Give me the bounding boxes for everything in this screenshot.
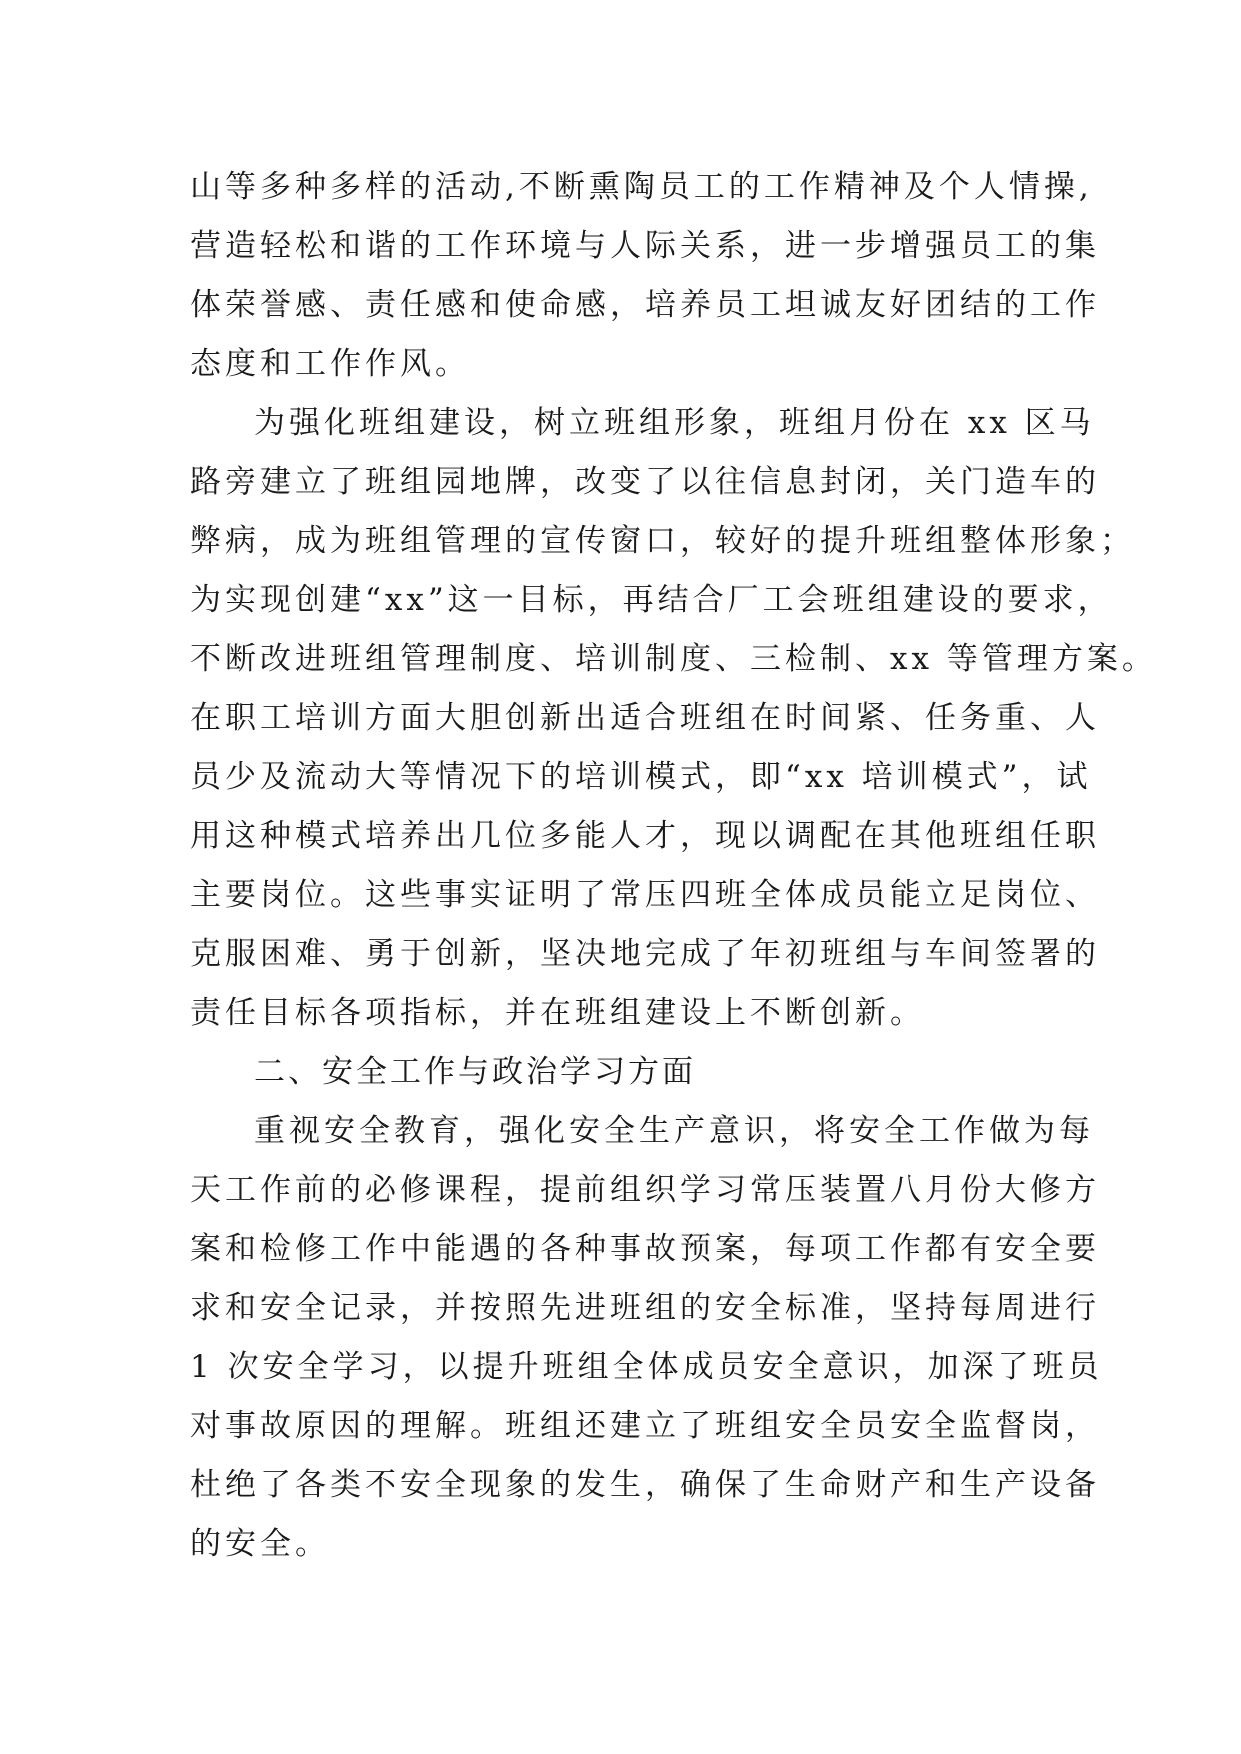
paragraph-line: 的安全。 [190, 1526, 330, 1562]
paragraph-line: 天工作前的必修课程，提前组织学习常压装置八月份大修方 [190, 1172, 1100, 1208]
paragraph-line: 1 次安全学习，以提升班组全体成员安全意识，加深了班员 [190, 1349, 1103, 1385]
paragraph-line: 为强化班组建设，树立班组形象，班组月份在 xx 区马 [254, 405, 1095, 441]
paragraph-line: 为实现创建“xx”这一目标，再结合厂工会班组建设的要求， [190, 582, 1113, 618]
paragraph-line: 体荣誉感、责任感和使命感，培养员工坦诚友好团结的工作 [190, 287, 1100, 323]
paragraph-line: 用这种模式培养出几位多能人才，现以调配在其他班组任职 [190, 818, 1100, 854]
paragraph-line: 重视安全教育，强化安全生产意识，将安全工作做为每 [254, 1113, 1094, 1149]
paragraph-line: 案和检修工作中能遇的各种事故预案，每项工作都有安全要 [190, 1231, 1100, 1267]
paragraph-line: 求和安全记录，并按照先进班组的安全标准，坚持每周进行 [190, 1290, 1100, 1326]
paragraph-line: 对事故原因的理解。班组还建立了班组安全员安全监督岗， [190, 1408, 1100, 1444]
paragraph-line: 克服困难、勇于创新，坚决地完成了年初班组与车间签署的 [190, 936, 1100, 972]
paragraph-line: 营造轻松和谐的工作环境与人际关系，进一步增强员工的集 [190, 228, 1100, 264]
paragraph-line: 责任目标各项指标，并在班组建设上不断创新。 [190, 995, 925, 1031]
paragraph-line: 山等多种多样的活动,不断熏陶员工的工作精神及个人情操, [190, 169, 1093, 205]
paragraph-line: 路旁建立了班组园地牌，改变了以往信息封闭，关门造车的 [190, 464, 1100, 500]
paragraph-line: 杜绝了各类不安全现象的发生，确保了生命财产和生产设备 [190, 1467, 1100, 1503]
document-body [190, 158, 1157, 1574]
paragraph-line: 主要岗位。这些事实证明了常压四班全体成员能立足岗位、 [190, 877, 1100, 913]
paragraph-line: 态度和工作作风。 [190, 346, 470, 382]
paragraph-line: 在职工培训方面大胆创新出适合班组在时间紧、任务重、人 [190, 700, 1100, 736]
paragraph-line: 弊病，成为班组管理的宣传窗口，较好的提升班组整体形象； [190, 523, 1135, 559]
paragraph-line: 员少及流动大等情况下的培训模式，即“xx 培训模式”，试 [190, 759, 1092, 795]
paragraph-line: 不断改进班组管理制度、培训制度、三检制、xx 等管理方案。 [190, 641, 1157, 677]
section-heading: 二、安全工作与政治学习方面 [254, 1054, 696, 1090]
